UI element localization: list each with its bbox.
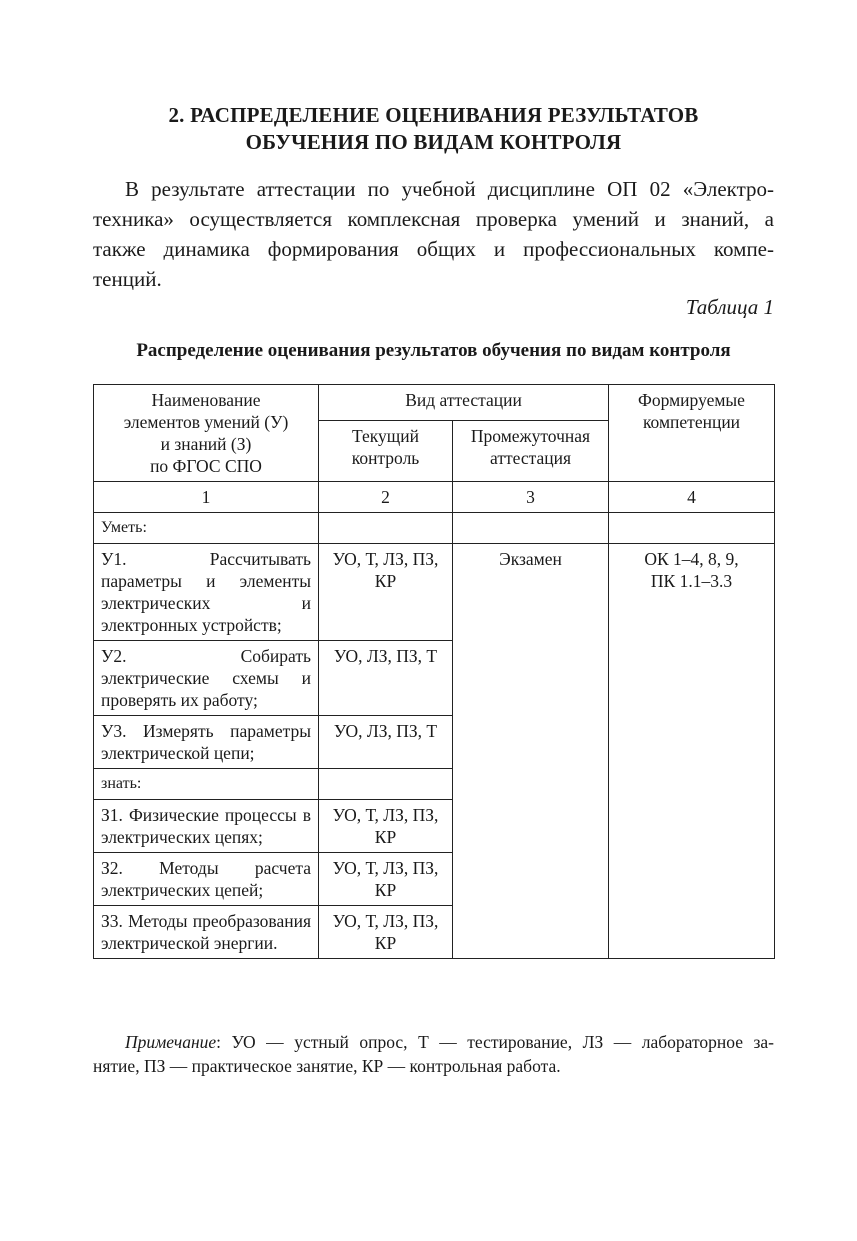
- intro-line: В результате аттестации по учебной дисциплине ОП 02 «Электро-: [125, 177, 774, 201]
- intro-line: техника» осуществляется комплексная проверка умений и знаний, а: [93, 207, 774, 231]
- section-heading: [93, 102, 774, 156]
- note-line-2: нятие, ПЗ — практическое занятие, КР — контрольная работа.: [93, 1056, 561, 1076]
- section-label-knowledge: знать:: [94, 769, 319, 800]
- column-number-row: [94, 482, 775, 513]
- header-attestation-group: Вид аттестации: [319, 385, 609, 421]
- header-current-control: [319, 420, 453, 481]
- current-control-value: УО, Т, ЛЗ, ПЗ, КР: [319, 544, 453, 641]
- competency-line: ОК 1–4, 8, 9,: [644, 549, 739, 569]
- table-row: [94, 544, 775, 641]
- column-number: 1: [94, 482, 319, 513]
- table-header-row: [94, 385, 775, 421]
- section-row-skills: [94, 513, 775, 544]
- skill-name: У2. Собирать электрические схемы и проверять их работу;: [94, 641, 319, 716]
- competency-line: ПК 1.1–3.3: [650, 571, 733, 591]
- current-control-value: УО, ЛЗ, ПЗ, Т: [319, 716, 453, 769]
- header-text: Промежуточная: [470, 425, 591, 446]
- current-control-value: УО, ЛЗ, ПЗ, Т: [319, 641, 453, 716]
- skill-name: У3. Измерять параметры электрической цепи;: [94, 716, 319, 769]
- current-control-value: УО, Т, ЛЗ, ПЗ, КР: [319, 853, 453, 906]
- current-control-value: УО, Т, ЛЗ, ПЗ, КР: [319, 800, 453, 853]
- exam-cell: Экзамен: [453, 544, 609, 959]
- header-text: компетенции: [642, 412, 741, 432]
- heading-line-1: 2. РАСПРЕДЕЛЕНИЕ ОЦЕНИВАНИЯ РЕЗУЛЬТАТОВ: [168, 103, 699, 127]
- current-control-value: УО, Т, ЛЗ, ПЗ, КР: [319, 906, 453, 959]
- header-intermediate-attestation: [453, 420, 609, 481]
- header-text: контроль: [351, 447, 420, 468]
- table-label: Таблица 1: [685, 295, 774, 319]
- column-number: 3: [453, 482, 609, 513]
- knowledge-name: З2. Методы расчета электрических цепей;: [94, 853, 319, 906]
- column-number: 4: [609, 482, 775, 513]
- header-competencies-cell: [609, 385, 775, 482]
- note-line-1: [93, 1030, 774, 1054]
- intro-line: тенций.: [93, 267, 162, 291]
- column-number: 2: [319, 482, 453, 513]
- header-text: и знаний (З): [160, 434, 252, 454]
- skill-name: У1. Рассчитывать параметры и элементы электрических и электронных устройств;: [94, 544, 319, 641]
- competencies-cell: [609, 544, 775, 959]
- header-text: по ФГОС СПО: [150, 456, 262, 476]
- header-text: Формируемые: [638, 390, 745, 410]
- table-note: [93, 1030, 774, 1078]
- assessment-table: [93, 384, 775, 959]
- header-elements-cell: [94, 385, 319, 482]
- table-caption: Распределение оценивания результатов обучения по видам контроля: [136, 340, 731, 361]
- empty-cell: [319, 769, 453, 800]
- header-text: Наименование: [151, 390, 261, 410]
- header-text: элементов умений (У): [123, 412, 289, 432]
- section-label-skills: Уметь:: [94, 513, 319, 544]
- note-text: : УО — устный опрос, Т — тестирование, ЛЗ — лабораторное за-: [216, 1032, 774, 1052]
- intro-line: также динамика формирования общих и профессиональных компе-: [93, 237, 774, 261]
- knowledge-name: З1. Физические процессы в электрических цепях;: [94, 800, 319, 853]
- heading-line-2: ОБУЧЕНИЯ ПО ВИДАМ КОНТРОЛЯ: [245, 130, 622, 154]
- intro-paragraph: [93, 174, 774, 294]
- empty-cell: [453, 513, 609, 544]
- empty-cell: [319, 513, 453, 544]
- header-text: Текущий: [351, 425, 419, 446]
- note-label: Примечание: [125, 1032, 217, 1052]
- empty-cell: [609, 513, 775, 544]
- knowledge-name: З3. Методы преобразования электрической энергии.: [94, 906, 319, 959]
- header-text: аттестация: [490, 447, 571, 468]
